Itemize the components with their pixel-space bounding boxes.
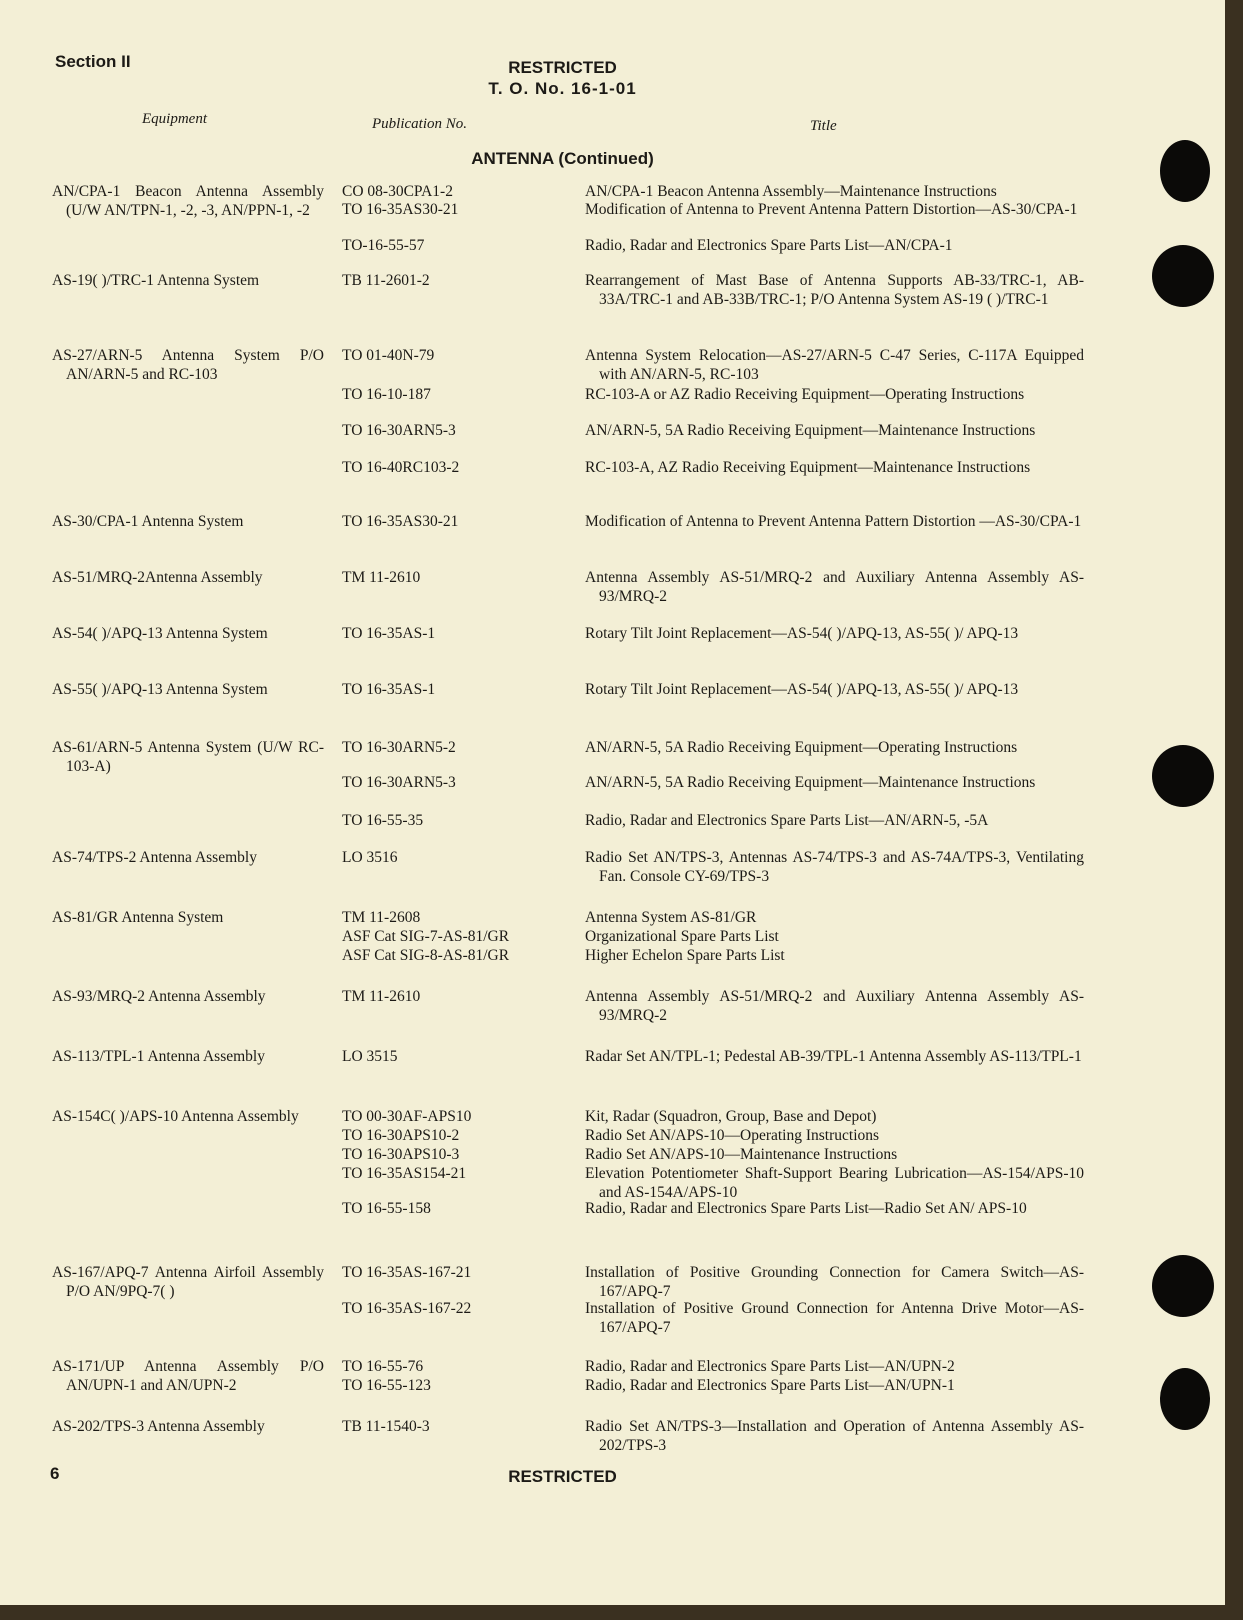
equipment-name: AS-154C( )/APS-10 Antenna Assembly [52,1108,299,1125]
publication-number: ASF Cat SIG-7-AS-81/GR [342,928,510,945]
publication-number: TO 00-30AF-APS10 [342,1108,472,1125]
publication-title: RC-103-A or AZ Radio Receiving Equipment—Operating Instructions [585,386,1025,403]
publication-number: ASF Cat SIG-8-AS-81/GR [342,947,510,964]
column-header-equipment: Equipment [142,111,207,127]
publication-number: TO 16-30ARN5-3 [342,422,456,439]
publication-number: TB 11-2601-2 [342,272,430,289]
publication-number: TB 11-1540-3 [342,1418,430,1435]
equipment-name: AS-74/TPS-2 Antenna Assembly [52,849,257,866]
column-header-publication: Publication No. [372,116,467,132]
column-header-title: Title [810,118,837,134]
equipment-name: AS-81/GR Antenna System [52,909,224,926]
publication-title: Radio, Radar and Electronics Spare Parts List—Radio Set AN/ APS-10 [585,1200,1027,1217]
publication-number: TM 11-2610 [342,569,421,586]
publication-number: TO-16-55-57 [342,237,425,254]
publication-title: Modification of Antenna to Prevent Antenna Pattern Distortion —AS-30/CPA-1 [585,513,1082,530]
publication-title: Radio Set AN/APS-10—Maintenance Instructions [585,1146,898,1163]
binder-hole [1152,1255,1214,1317]
publication-title: AN/ARN-5, 5A Radio Receiving Equipment—Maintenance Instructions [585,774,1036,791]
publication-title: Higher Echelon Spare Parts List [585,947,785,964]
publication-number: TO 16-35AS-167-22 [342,1300,472,1317]
publication-number: TO 16-10-187 [342,386,431,403]
publication-number: TO 16-35AS-167-21 [342,1264,472,1281]
publication-number: TO 01-40N-79 [342,347,435,364]
category-heading: ANTENNA (Continued) [471,149,654,168]
publication-title: Installation of Positive Grounding Connection for Camera Switch—AS-167/APQ-7 [585,1264,1084,1300]
publication-title: Antenna Assembly AS-51/MRQ-2 and Auxiliary Antenna Assembly AS-93/MRQ-2 [585,988,1084,1024]
publication-title: RC-103-A, AZ Radio Receiving Equipment—Maintenance Instructions [585,459,1031,476]
publication-number: TO 16-35AS30-21 [342,201,459,218]
publication-number: TO 16-55-158 [342,1200,431,1217]
publication-title: Radio Set AN/TPS-3, Antennas AS-74/TPS-3 and AS-74A/TPS-3, Ventilating Fan. Console CY-69/TPS-3 [585,849,1084,885]
publication-title: Elevation Potentiometer Shaft-Support Bearing Lubrication—AS-154/APS-10 and AS-154A/APS-10 [585,1165,1084,1201]
publication-title: Rearrangement of Mast Base of Antenna Supports AB-33/TRC-1, AB-33A/TRC-1 and AB-33B/TRC-1; P/O Antenna System AS-19 ( )/TRC-1 [585,272,1084,308]
classification-footer: RESTRICTED [508,1467,617,1486]
equipment-name: AS-54( )/APQ-13 Antenna System [52,625,268,642]
publication-number: TO 16-30ARN5-2 [342,739,456,756]
equipment-name: AS-171/UP Antenna Assembly P/O AN/UPN-1 and AN/UPN-2 [52,1358,324,1394]
publication-title: Antenna System Relocation—AS-27/ARN-5 C-47 Series, C-117A Equipped with AN/ARN-5, RC-103 [585,347,1084,383]
equipment-name: AS-202/TPS-3 Antenna Assembly [52,1418,265,1435]
publication-number: TO 16-30ARN5-3 [342,774,456,791]
publication-number: CO 08-30CPA1-2 [342,183,453,200]
publication-title: Radio, Radar and Electronics Spare Parts List—AN/UPN-2 [585,1358,955,1375]
publication-title: Radio Set AN/APS-10—Operating Instructions [585,1127,880,1144]
publication-title: Radio, Radar and Electronics Spare Parts List—AN/ARN-5, -5A [585,812,989,829]
publication-title: AN/ARN-5, 5A Radio Receiving Equipment—Operating Instructions [585,739,1018,756]
publication-number: TO 16-35AS154-21 [342,1165,467,1182]
publication-title: Radio Set AN/TPS-3—Installation and Operation of Antenna Assembly AS-202/TPS-3 [585,1418,1084,1454]
publication-number: TO 16-30APS10-2 [342,1127,460,1144]
binder-hole [1160,1368,1210,1430]
publication-title: Radio, Radar and Electronics Spare Parts List—AN/UPN-1 [585,1377,955,1394]
publication-number: TO 16-35AS-1 [342,681,436,698]
publication-title: AN/CPA-1 Beacon Antenna Assembly—Maintenance Instructions [585,183,997,200]
publication-number: TO 16-55-76 [342,1358,424,1375]
publication-number: TO 16-55-35 [342,812,424,829]
publication-number: LO 3515 [342,1048,398,1065]
equipment-name: AS-30/CPA-1 Antenna System [52,513,244,530]
publication-number: LO 3516 [342,849,398,866]
equipment-name: AS-61/ARN-5 Antenna System (U/W RC-103-A) [52,739,324,775]
publication-number: TO 16-35AS-1 [342,625,436,642]
publication-title: Installation of Positive Ground Connection for Antenna Drive Motor—AS-167/APQ-7 [585,1300,1084,1336]
equipment-name: AS-93/MRQ-2 Antenna Assembly [52,988,266,1005]
equipment-name: AS-55( )/APQ-13 Antenna System [52,681,268,698]
publication-title: Antenna Assembly AS-51/MRQ-2 and Auxiliary Antenna Assembly AS-93/MRQ-2 [585,569,1084,605]
publication-title: Organizational Spare Parts List [585,928,779,945]
equipment-name: AS-19( )/TRC-1 Antenna System [52,272,260,289]
binder-hole [1152,245,1214,307]
publication-number: TO 16-35AS30-21 [342,513,459,530]
publication-title: Rotary Tilt Joint Replacement—AS-54( )/APQ-13, AS-55( )/ APQ-13 [585,681,1019,698]
publication-title: AN/ARN-5, 5A Radio Receiving Equipment—Maintenance Instructions [585,422,1036,439]
publication-number: TO 16-30APS10-3 [342,1146,460,1163]
equipment-name: AS-113/TPL-1 Antenna Assembly [52,1048,265,1065]
publication-title: Modification of Antenna to Prevent Antenna Pattern Distortion—AS-30/CPA-1 [585,201,1078,218]
section-label: Section II [55,52,131,71]
publication-title: Antenna System AS-81/GR [585,909,757,926]
classification-header: RESTRICTED [508,58,617,77]
equipment-name: AN/CPA-1 Beacon Antenna Assembly (U/W AN/TPN-1, -2, -3, AN/PPN-1, -2 [52,183,324,219]
equipment-name: AS-51/MRQ-2Antenna Assembly [52,569,263,586]
to-number: T. O. No. 16-1-01 [488,79,637,98]
publication-number: TO 16-40RC103-2 [342,459,460,476]
publication-number: TO 16-55-123 [342,1377,431,1394]
publication-title: Radio, Radar and Electronics Spare Parts List—AN/CPA-1 [585,237,953,254]
page-number: 6 [50,1464,60,1483]
publication-title: Kit, Radar (Squadron, Group, Base and Depot) [585,1108,877,1125]
publication-number: TM 11-2610 [342,988,421,1005]
equipment-name: AS-27/ARN-5 Antenna System P/O AN/ARN-5 and RC-103 [52,347,324,383]
publication-title: Rotary Tilt Joint Replacement—AS-54( )/APQ-13, AS-55( )/ APQ-13 [585,625,1019,642]
binder-hole [1152,745,1214,807]
publication-title: Radar Set AN/TPL-1; Pedestal AB-39/TPL-1 Antenna Assembly AS-113/TPL-1 [585,1048,1082,1065]
binder-hole [1160,140,1210,202]
equipment-name: AS-167/APQ-7 Antenna Airfoil Assembly P/O AN/9PQ-7( ) [52,1264,324,1300]
publication-number: TM 11-2608 [342,909,421,926]
